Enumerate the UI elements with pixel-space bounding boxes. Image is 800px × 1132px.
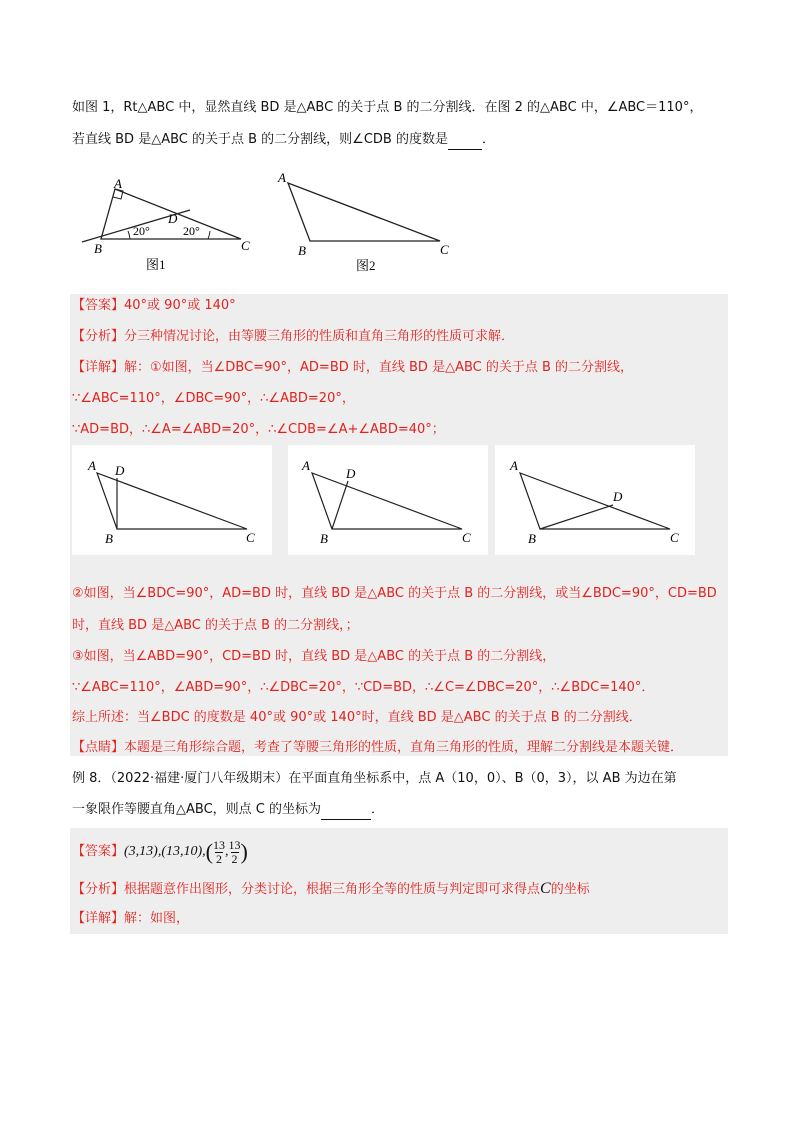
figure-2 (272, 170, 462, 275)
detail-2-start: 【详解】解：如图， (72, 911, 190, 926)
answer-2-coords: (3,13),(13,10), (124, 844, 206, 859)
fraction-x (213, 839, 225, 866)
answer-1: 【答案】40°或 90°或 140° (72, 298, 236, 313)
fraction-y-den: 2 (231, 851, 238, 866)
fig2-label-A: A (278, 170, 286, 185)
case-panel-2 (288, 445, 488, 555)
case3-label-B: B (528, 531, 536, 546)
example-8-line-1: 例 8．（2022·福建·厦门八年级期末）在平面直角坐标系中，点 A（10，0）、B（0，3），以 AB 为边在第 (72, 771, 677, 786)
question-line-2-text: 若直线 BD 是△ABC 的关于点 B 的二分割线，则∠CDB 的度数是 (72, 132, 448, 147)
case1-label-A: A (88, 458, 96, 473)
detail-2: ∵∠ABC=110°，∠DBC=90°，∴∠ABD=20°， (72, 391, 355, 406)
analysis-2-text: 【分析】根据题意作出图形，分类讨论，根据三角形全等的性质与判定即可求得点 (72, 882, 541, 897)
example-8-blank (321, 801, 371, 820)
case-figure-1 (72, 445, 272, 555)
detail-1: 【详解】解：①如图，当∠DBC=90°，AD=BD 时，直线 BD 是△ABC 的关于点 B 的二分割线， (72, 360, 634, 375)
case-2-line-a: ②如图，当∠BDC=90°，AD=BD 时，直线 BD 是△ABC 的关于点 B 的二分割线，或当∠BDC=90°，CD=BD (72, 586, 717, 601)
answer-2: 【答案】 (3,13),(13,10), ( $\frac{13}{2}$ , $\frac{13}{2}$ ) (72, 837, 248, 866)
fraction-sep: , (225, 844, 229, 859)
fig1-label-A: A (114, 176, 122, 191)
question-line-2 (72, 131, 495, 150)
case2-label-D: D (346, 466, 356, 481)
case3-label-D: D (613, 489, 623, 504)
fraction-x-num: 13 (213, 837, 225, 852)
fig2-caption: 图2 (356, 258, 376, 273)
detail-3: ∵AD=BD，∴∠A=∠ABD=20°，∴∠CDB=∠A+∠ABD=40°； (72, 422, 445, 437)
case1-label-B: B (105, 531, 113, 546)
fig1-angle-1: 20° (133, 224, 150, 238)
fraction-x-den: 2 (216, 851, 222, 866)
fig1-label-D: D (168, 211, 178, 226)
case-panel-1 (72, 445, 272, 555)
answer-blank (448, 131, 482, 150)
question-line-2-end: ． (481, 132, 495, 147)
fig2-label-B: B (298, 243, 306, 258)
analysis-2-end: 的坐标 (550, 882, 590, 897)
case2-label-C: C (462, 530, 471, 545)
analysis-2 (72, 880, 590, 899)
figure-1 (78, 170, 258, 275)
fraction-y-num: 13 (228, 837, 241, 852)
analysis-1: 【分析】分三种情况讨论，由等腰三角形的性质和直角三角形的性质可求解． (72, 329, 515, 344)
fig1-label-B: B (94, 241, 102, 256)
answer-2-label: 【答案】 (72, 844, 125, 859)
case-figure-2 (288, 445, 488, 555)
case3-label-C: C (670, 530, 679, 545)
summary: 综上所述：当∠BDC 的度数是 40°或 90°或 140°时，直线 BD 是△ABC 的关于点 B 的二分割线． (72, 710, 642, 725)
tip: 【点睛】本题是三角形综合题，考查了等腰三角形的性质，直角三角形的性质，理解二分割线是本题关键． (72, 740, 684, 755)
case1-label-D: D (115, 463, 125, 478)
example-8-line-2-end: ． (371, 802, 385, 817)
example-8-line-2-text: 一象限作等腰直角△ABC，则点 C 的坐标为 (72, 802, 321, 817)
fraction-y (229, 839, 241, 866)
case2-label-B: B (320, 531, 328, 546)
case-3-line-b: ∵∠ABC=110°，∠ABD=90°，∴∠DBC=20°，∵CD=BD，∴∠C=∠DBC=20°，∴∠BDC=140°． (72, 680, 655, 695)
analysis-2-var: C (540, 880, 551, 897)
case1-label-C: C (246, 530, 255, 545)
fig2-label-C: C (440, 242, 449, 257)
fig1-angle-2: 20° (183, 224, 200, 238)
question-line-1: 如图 1，Rt△ABC 中，显然直线 BD 是△ABC 的关于点 B 的二分割线．在图 2 的△ABC 中，∠ABC＝110°， (72, 100, 703, 115)
case-2-line-b: 时，直线 BD 是△ABC 的关于点 B 的二分割线，； (72, 618, 359, 633)
case2-label-A: A (302, 458, 310, 473)
fig1-label-C: C (241, 238, 250, 253)
case3-label-A: A (510, 458, 518, 473)
case-panel-3 (495, 445, 695, 555)
example-8-line-2 (72, 801, 384, 820)
fig1-caption: 图1 (146, 257, 166, 272)
case-figure-3 (495, 445, 695, 555)
case-3-line-a: ③如图，当∠ABD=90°，CD=BD 时，直线 BD 是△ABC 的关于点 B 的二分割线， (72, 649, 556, 664)
